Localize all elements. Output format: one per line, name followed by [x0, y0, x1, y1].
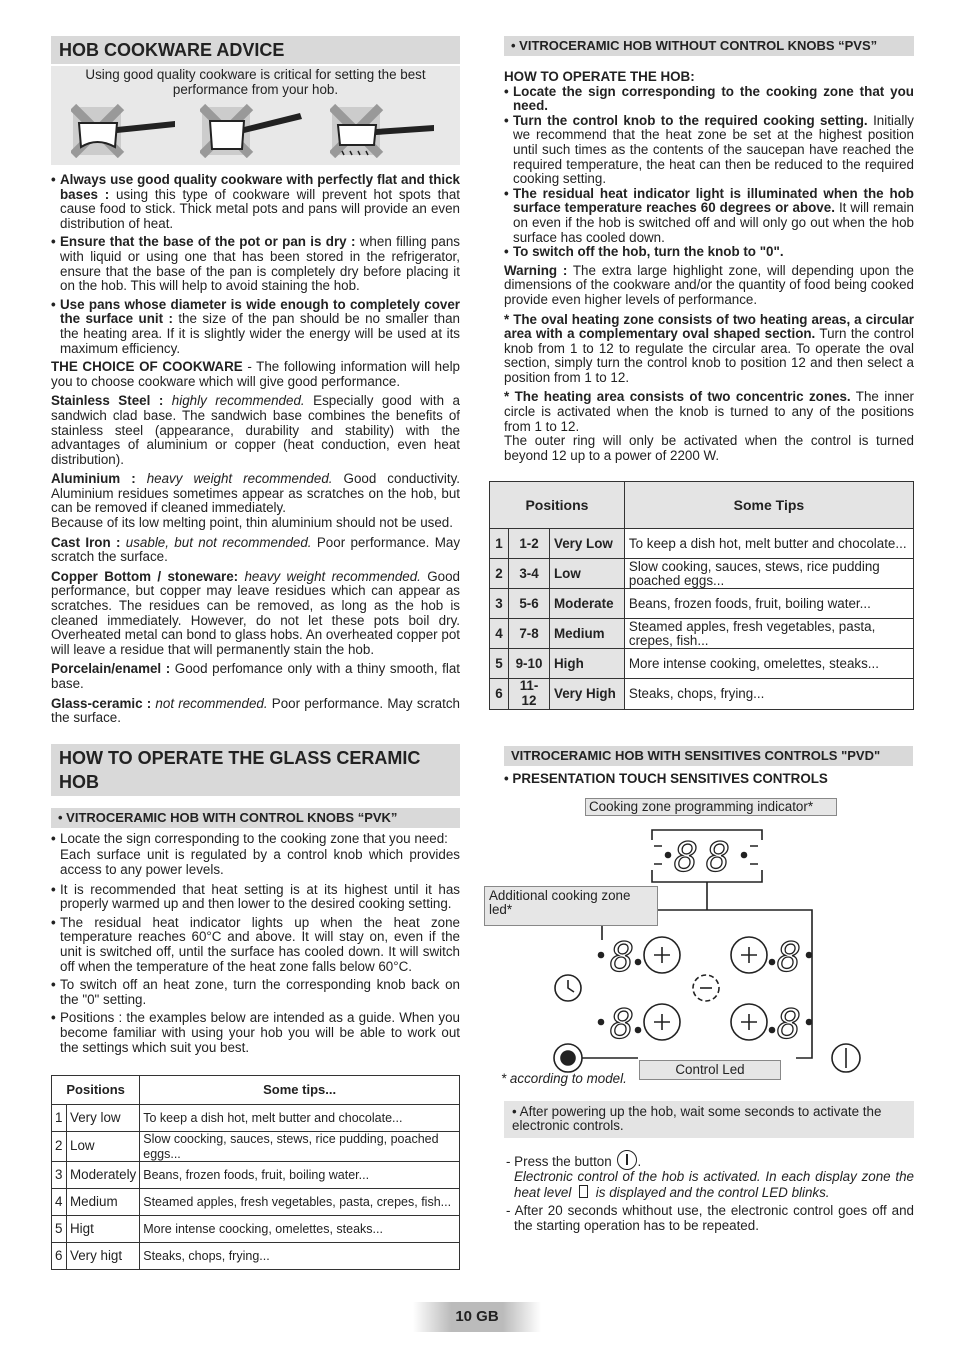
table-row: 3 5-6 Moderate Beans, frozen foods, fruit, boiling water... [490, 589, 914, 619]
table-header: Positions [52, 1076, 140, 1105]
operate-heading: HOW TO OPERATE THE GLASS CERAMIC HOB [51, 744, 460, 796]
list-item: • The residual heat indicator lights up when the heat zone temperature reaches 60°C and above. It will stay on, even if the unit is switched off, until the surface has cooled down. It will switch off when the temperature of the heat zone falls below 60°C. [51, 916, 460, 974]
pan-illustrations [61, 103, 450, 158]
concentric-paragraph-2: The outer ring will only be activated when the control is turned beyond 12 up to a power of 2200 W. [504, 433, 914, 463]
list-item: • Positions : the examples below are intended as a guide. When you become familiar with using your hob you will be able to work out the settings which suit you best. [51, 1011, 460, 1055]
cookware-intro: Using good quality cookware is critical for setting the best performance from your hob. [85, 67, 426, 97]
left-column [51, 36, 460, 1270]
aluminium-paragraph-2: Because of its low melting point, thin aluminium should not be used. [51, 515, 453, 531]
table-row: 3 Moderately Beans, frozen foods, fruit, boiling water... [52, 1162, 460, 1189]
table-row: 2 3-4 Low Slow cooking, sauces, stews, rice pudding poached eggs... [490, 559, 914, 589]
cast-iron-paragraph: Cast Iron : usable, but not recommended. Poor performance. May scratch the surface. [51, 534, 461, 565]
control-led-label: Control Led [639, 1060, 781, 1080]
table-row: 4 Medium Steamed apples, fresh vegetables, pasta, crepes, fish... [52, 1189, 460, 1216]
pvk-sub-paragraph: Each surface unit is regulated by a control knob which provides access to any power levels. [60, 847, 460, 877]
page-number: 10 GB [413, 1302, 541, 1332]
copper-paragraph: Copper Bottom / stoneware: heavy weight recommended. Good performance, but copper may leave residues which can appear as scratches. The residues can be removed, as long as the hob is cleaned immediately. However, do not let these pots boil dry. Overheated metal can bond to glass hobs. An overheated copper pot will leave a residue that will permanently stain the hob. [51, 568, 460, 657]
pvs-positions-table [489, 481, 914, 709]
control-panel-drawing [482, 790, 922, 1080]
list-item: • To switch off the hob, turn the knob to "0". [504, 245, 914, 260]
table-row: 1 1-2 Very Low To keep a dish hot, melt butter and chocolate... [490, 529, 914, 559]
table-row: 4 7-8 Medium Steamed apples, fresh vegetables, pasta, crepes, fish... [490, 619, 914, 649]
timeout-text: - After 20 seconds whithout use, the electronic control goes off and the starting operation has to be repeated. [506, 1203, 914, 1233]
zone-display-digit: 8 [610, 1002, 635, 1049]
wet-pan-icon [330, 103, 440, 158]
choice-paragraph: THE CHOICE OF COOKWARE - The following information will help you to choose cookware which will give good performance. [51, 359, 460, 389]
list-item: • Use pans whose diameter is wide enough to completely cover the surface unit : the size of the pan should be no smaller than the heating area. If it is slightly wider the energy will be used at its maximum efficiency. [51, 298, 460, 356]
warning-paragraph: Warning : The extra large highlight zone, will depending upon the dimensions of the cookware and/or the quantity of food being cooked provide even higher levels of performance. [504, 262, 914, 307]
cookware-advice-list [51, 173, 460, 356]
cookware-intro-box [51, 66, 460, 165]
list-item: • The residual heat indicator light is illuminated when the hob surface temperature reaches 60 degrees or above. It will remain on even if the hob is switched off and will only go out when the hob surface has cooled down. [504, 187, 914, 245]
table-header: Some Tips [624, 482, 913, 529]
right-column [489, 36, 915, 1238]
zone-display-digit: 8 [777, 935, 802, 982]
concentric-paragraph: * The heating area consists of two concentric zones. The inner circle is activated when the knob is turned to any of the positions from 1 to 12. [504, 389, 914, 434]
cookware-heading: HOB COOKWARE ADVICE [51, 36, 460, 64]
table-row: 2 Low Slow coocking, sauces, stews, rice pudding, poached eggs... [52, 1132, 460, 1162]
programming-indicator-label: Cooking zone programming indicator* [585, 798, 837, 816]
glass-ceramic-paragraph: Glass-ceramic : not recommended. Poor performance. May scratch the surface. [51, 695, 460, 726]
zone-display-digit: 8 [610, 935, 635, 982]
table-row: 5 Higt More intense coocking, omelettes, steaks... [52, 1216, 460, 1243]
oval-paragraph: * The oval heating zone consists of two heating areas, a circular area with a complementary oval shaped section. Turn the control knob from 1 to 12 to regulate the circular area. To operate the oval section, simply turn the control knob to position 12 and then select a position from 1 to 12. [504, 311, 915, 385]
display-digit: 8 [706, 835, 731, 882]
aluminium-paragraph: Aluminium : heavy weight recommended. Good conductivity. Aluminium residues sometimes appear as scratches on the hob, but can be removed if cleaned immediately. [51, 471, 460, 516]
list-item: • Ensure that the base of the pot or pan is dry : when filling pans with liquid or using one that has been stored in the refrigerator, ensure that the base of the pan is completely dry before placing it on the hob. This will help to avoid staining the hob. [51, 235, 460, 293]
pvk-heading: • VITROCERAMIC HOB WITH CONTROL KNOBS “PVK” [51, 808, 460, 828]
model-note: * according to model. [501, 1071, 627, 1087]
stainless-paragraph: Stainless Steel : highly recommended. Especially good with a sandwich clad base. The sandwich base combines the benefits of stainless steel (appearance, durability and stability) with the advantages of aluminium or copper (heat conduction, even heat distribution). [51, 393, 460, 467]
warped-pan-icon [71, 103, 181, 158]
list-item: • Always use good quality cookware with perfectly flat and thick bases : using this type of cookware will prevent hot spots that cause food to stick. Thick metal pots and pans will provide an even distribution of heat. [51, 173, 460, 231]
pvk-list-2 [51, 883, 460, 1056]
power-up-note: • After powering up the hob, wait some seconds to activate the electronic controls. [504, 1101, 914, 1138]
small-pan-icon [200, 103, 310, 158]
zero-digit-icon [579, 1185, 588, 1198]
pvd-heading: VITROCERAMIC HOB WITH SENSITIVES CONTROLS "PVD" [504, 746, 913, 766]
list-item: • Turn the control knob to the required cooking setting. Initially we recommend that the heat zone be set at the highest position until such times as the contents of the saucepan have reached the required temperature, the heat can then be reduced to the required cooking setting. [504, 114, 914, 187]
pvs-how-title: HOW TO OPERATE THE HOB: [504, 69, 695, 84]
list-item: • Locate the sign corresponding to the cooking zone that you need: [51, 832, 460, 847]
power-icon [617, 1150, 637, 1170]
table-row: 6 Very higt Steaks, chops, frying... [52, 1243, 460, 1270]
porcelain-paragraph: Porcelain/enamel : Good perfomance only with a thiny smooth, flat base. [51, 661, 460, 691]
table-header: Positions [490, 482, 625, 529]
touch-control-diagram [482, 790, 914, 1080]
display-digit: 8 [674, 835, 699, 882]
zone-display-digit: 8 [777, 1002, 802, 1049]
electronic-control-text: Electronic control of the hob is activated. In each display zone the heat level is displayed and the control LED blinks. [514, 1169, 914, 1200]
table-row: 1 Very low To keep a dish hot, melt butter and chocolate... [52, 1105, 460, 1132]
additional-zone-led-label: Additional cooking zone led* [484, 886, 658, 926]
table-header: Some tips... [140, 1076, 460, 1105]
pvd-presentation: • PRESENTATION TOUCH SENSITIVES CONTROLS [504, 770, 828, 786]
pvk-positions-table [51, 1075, 460, 1270]
list-item: • It is recommended that heat setting is at its highest until it has properly warmed up and then lower to the desired cooking setting. [51, 883, 460, 912]
list-item: • Locate the sign corresponding to the cooking zone that you need. [504, 85, 914, 114]
list-item: • To switch off an heat zone, turn the corresponding knob back on the "0" setting. [51, 978, 460, 1007]
pvs-heading: • VITROCERAMIC HOB WITHOUT CONTROL KNOBS “PVS” [504, 36, 914, 56]
table-row: 5 9-10 High More intense cooking, omelettes, steaks... [490, 649, 914, 679]
press-button-line: - Press the button . [506, 1150, 914, 1170]
pvs-list [504, 85, 914, 260]
table-row: 6 11-12 Very High Steaks, chops, frying... [490, 679, 914, 709]
pvk-list [51, 832, 460, 847]
